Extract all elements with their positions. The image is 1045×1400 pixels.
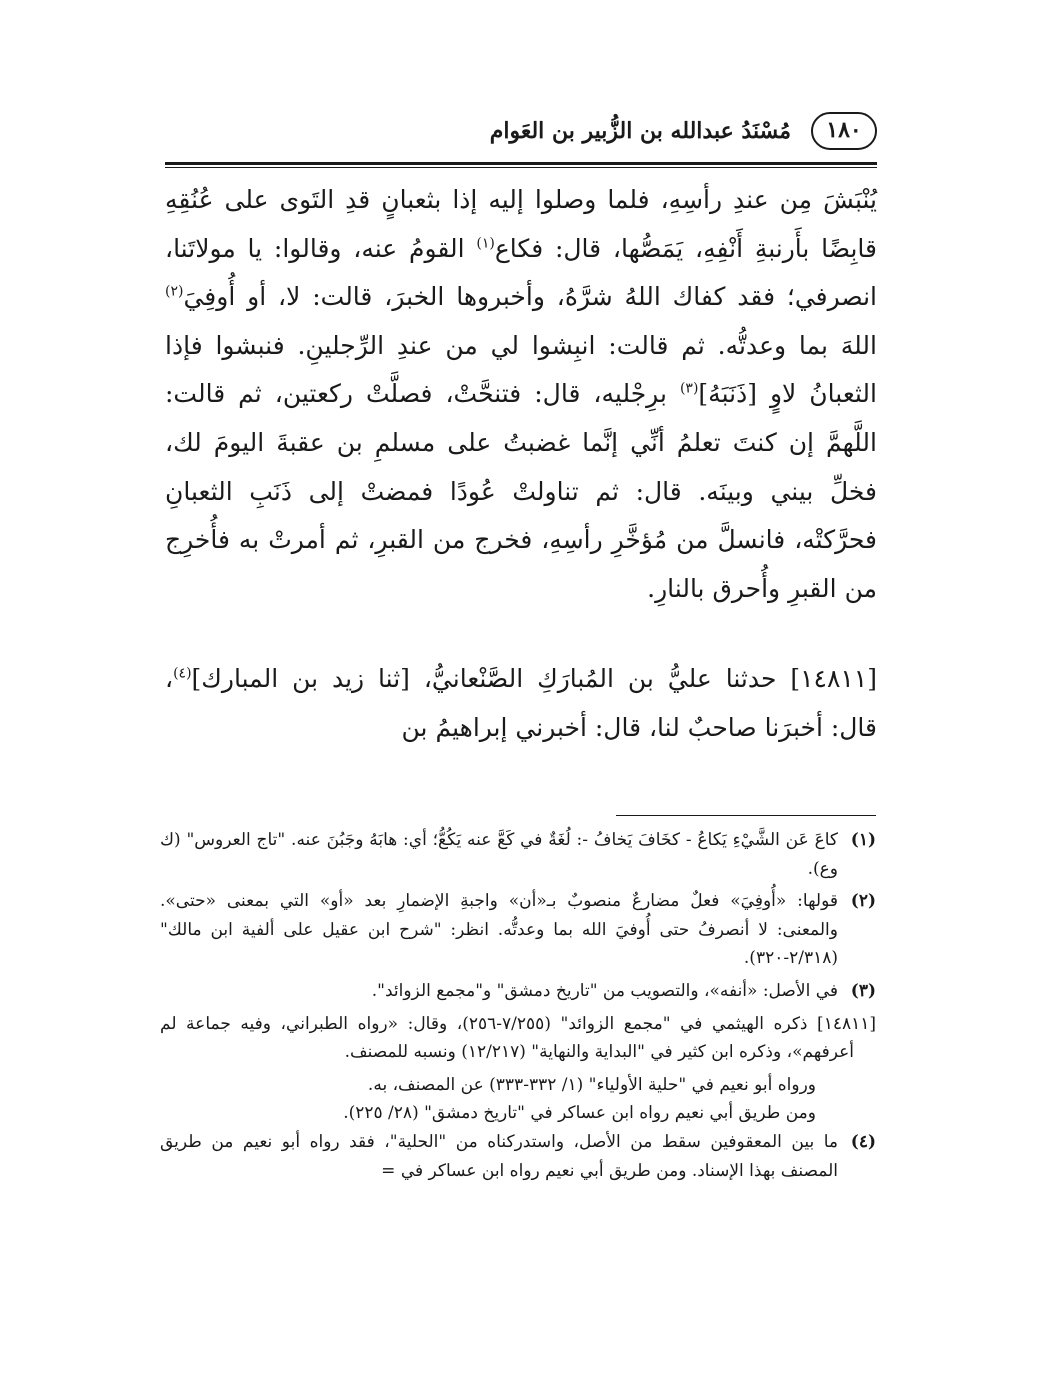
footnote-3 xyxy=(160,977,876,1006)
page-header xyxy=(165,108,877,160)
page-number: ١٨٠ xyxy=(811,112,877,150)
footnote-mark: (٢) xyxy=(850,891,876,912)
footnote-text: كاعَ عَن الشَّيْءِ يَكاعُ - كخَافَ يَخافُ -: لُغَةٌ في كَعَّ عنه يَكُعُّ؛ أي: هابَهُ وجَبُنَ عنه. "تاج العروس" (ك وع). xyxy=(160,830,838,879)
text-run: اللهَ بما وعدتُّه. ثم قالت: انبِشوا لي من عندِ الرِّجلينِ. فنبشوا فإذا الثعبانُ لاوٍ [ذَنَبَهُ] xyxy=(165,330,877,409)
takhrij-line: ومن طريق أبي نعيم رواه ابن عساكر في "تاريخ دمشق" (٢٨/ ٢٢٥). xyxy=(343,1103,816,1124)
footnote-2 xyxy=(160,887,876,973)
footnote-text: ما بين المعقوفين سقط من الأصل، واستدركناه من "الحلية"، فقد رواه أبو نعيم من طريق المصنف بهذا الإسناد. ومن طريق أبي نعيم رواه ابن عساكر في = xyxy=(160,1131,838,1181)
main-paragraph-hadith xyxy=(165,655,877,752)
footnote-text: قولها: «أُوفِيَ» فعلٌ مضارعٌ منصوبٌ بـ«أن» واجبةِ الإضمارِ بعد «أو» التي بمعنى «حتى». والمعنى: لا أنصرفُ حتى أُوفيَ الله بما وعدتُّه. انظر: "شرح ابن عقيل على ألفية ابن مالك" (٢/٣١٨-٣٢٠). xyxy=(160,891,838,969)
text-run: برِجْليه، قال: فتنحَّتْ، فصلَّتْ ركعتين، ثم قالت: اللَّهمَّ إن كنتَ تعلمُ أنِّي إنَّما غضبتُ على مسلمِ بن عقبةَ اليومَ لك، فخلِّ بيني وبينَه. قال: ثم تناولتْ عُودًا فمضتْ إلى ذَنَبِ الثعبانِ فحرَّكتْه، فانسلَّ من مُؤخَّرِ رأسِهِ، فخرج من القبرِ، ثم أمرتْ به فأُخرِج من القبرِ وأُحرق بالنارِ. xyxy=(165,379,877,603)
header-rule xyxy=(165,162,877,165)
footnote-ref: (٢) xyxy=(165,283,184,300)
footnotes xyxy=(160,826,876,1189)
takhrij-line: ورواه أبو نعيم في "حلية الأولياء" (١/ ٣٣٢-٣٣٣) عن المصنف، به. xyxy=(367,1074,816,1095)
text-run: يُنْبَشَ مِن عندِ رأسِهِ، فلما وصلوا إليه إذا بثعبانٍ قدِ التَوى على عُنُقِهِ قابِضًا بأَرنبةِ أَنْفِهِ، يَمَصُّها، قال: فكاع xyxy=(165,185,877,263)
text-run: القومُ عنه، وقالوا: يا مولاتَنا، انصرفي؛ فقد كفاك اللهُ شرَّهُ، وأخبروها الخبرَ، قالت: لا، أو أُوفِيَ xyxy=(165,233,877,312)
footnote-mark: (٣) xyxy=(850,980,876,1001)
footnote-ref: (١) xyxy=(476,235,495,252)
footnote-ref: (٣) xyxy=(679,381,699,398)
footnote-separator xyxy=(616,815,876,816)
running-title: مُسْنَدُ عبدالله بن الزُّبير بن العَوام xyxy=(489,118,791,144)
takhrij-text: [١٤٨١١] ذكره الهيثمي في "مجمع الزوائد" (٧/٢٥٥-٢٥٦)، وقال: «رواه الطبراني، وفيه جماعة لم أعرفهم»، وذكره ابن كثير في "البداية والنهاية" (١٢/٢١٧) ونسبه للمصنف. xyxy=(160,1013,876,1063)
header-rule-thin xyxy=(165,167,877,168)
footnote-ref: (٤) xyxy=(173,666,192,683)
footnote-1 xyxy=(160,826,876,883)
footnote-mark: (١) xyxy=(850,830,876,850)
footnote-4 xyxy=(160,1128,876,1185)
takhrij-note xyxy=(160,1010,876,1067)
text-run: ، قال: أخبرَنا صاحبٌ لنا، قال: أخبرني إبراهيمُ بن xyxy=(165,664,877,742)
main-text xyxy=(165,176,877,753)
footnote-text: في الأصل: «أنفه»، والتصويب من "تاريخ دمشق" و"مجمع الزوائد". xyxy=(371,980,838,1001)
main-paragraph xyxy=(165,176,877,613)
text-run: [١٤٨١١] حدثنا عليُّ بن المُبارَكِ الصَّنْعانيُّ، [ثنا زيد بن المبارك] xyxy=(191,664,877,694)
footnote-mark: (٤) xyxy=(850,1131,876,1152)
